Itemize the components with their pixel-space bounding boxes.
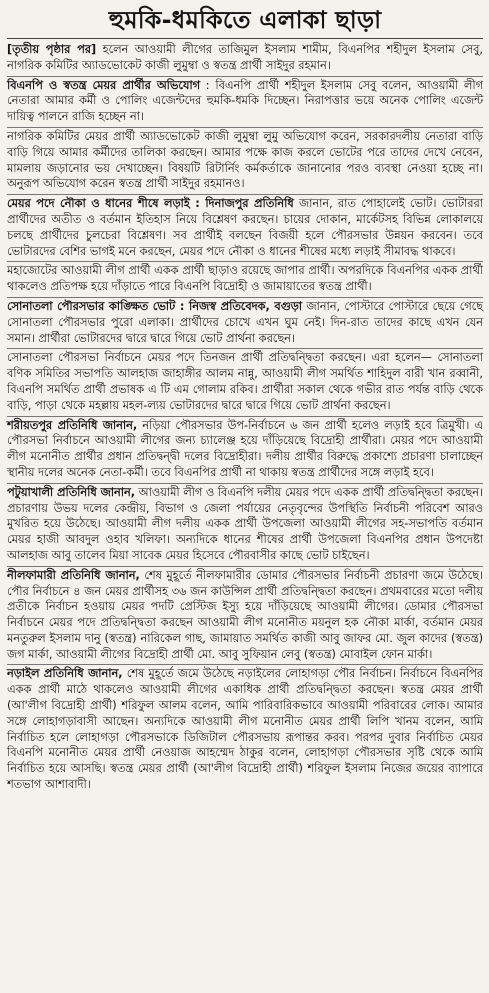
paragraph-text: নড়িয়া পৌরসভার উপ-নির্বাচনে ৬ জন প্রার্থী হলেও লড়াই হবে ত্রিমুখী। এ পৌরসভা নির্বাচনে আওয়ামী লীগের জন্য চ্যালেঞ্জ হয়ে দাঁড়িয়েছে বিদ্রোহী প্রার্থীরা। মেয়র পদে আওয়ামী লীগ মনোনীত প্রার্থীর প্রধান প্রতিদ্বন্দ্বী দলের বিদ্রোহীরা। দলীয় প্রার্থীর বিরুদ্ধে প্রকাশ্যে প্রচারণা চালাচ্ছেন স্থানীয় দলের অনেক নেতা-কর্মী। তবে বিএনপির প্রার্থী না থাকায় স্বতন্ত্র প্রার্থীদের সঙ্গে লড়াই হবে।	[7, 418, 484, 479]
paragraph-text: নাগরিক কমিটির মেয়র প্রার্থী অ্যাডভোকেট কাজী লুমুম্বা লুমু অভিযোগ করেন, সরকারদলীয় নেতারা বাড়ি বাড়ি গিয়ে আমার কর্মীদের তালিকা করছেন। আমার পক্ষে কাজ করলে ভোটের পরে তাদের দেখে নেবেন, মামলায় জড়ানোর ভয় দেখাচ্ছেন। বিষয়টি রিটার্নিং কর্মকর্তাকে জানানোর পরও ব্যবস্থা নেওয়া হচ্ছে না। অনুরূপ অভিযোগ করেন স্বতন্ত্র প্রার্থী সাইদুর রহমানও।	[7, 129, 483, 191]
paragraph-lead: পটুয়াখালী প্রতিনিধি জানান,	[7, 485, 136, 499]
article-paragraph	[7, 262, 483, 298]
article-paragraph	[7, 41, 483, 77]
paragraph-text: হলেন আওয়ামী লীগের তাজিমুল ইসলাম শামীম, বিএনপির শহীদুল ইসলাম সেবু, নাগরিক কমিটির অ্যাডভোকেট কাজী লুমুম্বা ও স্বতন্ত্র প্রার্থী সাইদুর রহমান।	[7, 43, 483, 72]
paragraph-text: শেষ মুহূর্তে জমে উঠেছে নড়াইলের লোহাগড়া পৌর নির্বাচন। নির্বাচনে বিএনপির একক প্রার্থী মাঠে থাকলেও আওয়ামী লীগের একাধিক প্রার্থী প্রতিদ্বন্দ্বিতা করছেন। স্বতন্ত্র মেয়র প্রার্থী (আ'লীগ বিদ্রোহী প্রার্থী) শরিফুল আলম বলেন, আমি পারিবারিকভাবে আওয়ামী পরিবারের লোক। আমার সঙ্গে লোহাগড়াবাসী আছেন। অন্যদিকে আওয়ামী লীগ মনোনীত মেয়র প্রার্থী লিপি খানম বলেন, আমি নির্বাচিত হলে লোহাগড়া পৌরসভাকে ডিজিটাল পৌরসভায় রূপান্তর করব। পরপর দুবার নির্বাচিত মেয়র বিএনপি মনোনীত মেয়র প্রার্থী নেওয়াজ আহম্মেদ ঠাকুর বলেন, লোহাগড়া পৌরসভার সৃষ্টি থেকে আমি নির্বাচিত হয়ে আসছি। স্বতন্ত্র মেয়র প্রার্থী (আ'লীগ বিদ্রোহী প্রার্থী) শরিফুল ইসলাম নিজের জয়ের ব্যাপারে শতভাগ আশাবাদী।	[7, 667, 484, 792]
article-paragraph	[7, 298, 483, 349]
paragraph-lead: নড়াইল প্রতিনিধি জানান,	[7, 667, 123, 681]
article-paragraph	[7, 77, 483, 128]
paragraph-text: : বিএনপি প্রার্থী শহীদুল ইসলাম সেবু বলেন, আওয়ামী লীগ নেতারা আমার কর্মী ও পোলিং এজেন্টদের হুমকি-ধমকি দিচ্ছেন। নিরাপত্তার ভয়ে অনেক পোলিং এজেন্ট দায়িত্ব পালনে রাজি হচ্ছেন না।	[7, 78, 483, 124]
paragraph-lead: শরীয়তপুর প্রতিনিধি জানান,	[7, 418, 138, 432]
paragraph-lead: [তৃতীয় পৃষ্ঠার পর]	[7, 43, 97, 56]
paragraph-text: মহাজোটের আওয়ামী লীগ প্রার্থী একক প্রার্থী ছাড়াও রয়েছে জাপার প্রার্থী। অপরদিকে বিএনপির একক প্রার্থী থাকলেও প্রতিপক্ষ হয়ে দাঁড়াতে পারে বিএনপি বিদ্রোহী ও জামায়াতের স্বতন্ত্র প্রার্থী।	[7, 264, 483, 294]
headline: হুমকি-ধমকিতে এলাকা ছাড়া	[108, 6, 382, 34]
article-paragraph	[7, 665, 483, 794]
paragraph-text: জানান, রাত পোহালেই ভোট। ভোটাররা প্রার্থীদের অতীত ও বর্তমান ইতিহাস নিয়ে বিশ্লেষণ করছেন। চায়ের দোকান, মার্কেটসহ বিভিন্ন লোকালয়ে চলছে প্রার্থীদের চুলচেরা বিশ্লেষণ। সব প্রার্থীই বলছেন বিজয়ী হলে পৌরসভার উন্নয়ন করবেন। তবে ভোটারদের বেশির ভাগই মনে করছেন, মেয়র পদে নৌকা ও ধানের শীষের মধ্যে লড়াই সীমাবদ্ধ থাকবে।	[7, 197, 483, 258]
article-paragraph	[7, 128, 483, 195]
paragraph-lead: নীলফামারী প্রতিনিধি জানান,	[7, 568, 140, 582]
article-paragraph	[7, 417, 483, 484]
paragraph-text: সোনাতলা পৌরসভা নির্বাচনে মেয়র পদে তিনজন প্রার্থী প্রতিদ্বন্দ্বিতা করছেন। এরা হলেন— সোনাতলা বণিক সমিতির সভাপতি আলহাজ জাহাঙ্গীর আলম নান্নু, আওয়ামী লীগ সমর্থিত শাহিদুল বারী খান রব্বানী, বিএনপি সমর্থিত প্রার্থী প্রভাষক এ টি এম গোলাম রকিব। প্রার্থীরা সকাল থেকে গভীর রাত পর্যন্ত বাড়ি থেকে বাড়ি, পাড়া থেকে মহল্লায় মহল-ল্যয় ভোটারদের দ্বারে দ্বারে গিয়ে ভোট প্রার্থনা করছেন।	[7, 351, 483, 412]
article-body	[7, 41, 483, 795]
article-paragraph	[7, 195, 483, 262]
article-paragraph	[7, 349, 483, 416]
headline-rule	[7, 38, 483, 39]
paragraph-lead: বিএনপি ও স্বতন্ত্র মেয়র প্রার্থীর অভিযোগ	[7, 78, 201, 92]
paragraph-lead: সোনাতলা পৌরসভার কাঙ্ক্ষিত ভোট : নিজস্ব প্রতিবেদক, বগুড়া	[7, 299, 303, 313]
article-paragraph	[7, 567, 483, 666]
article-paragraph	[7, 484, 483, 567]
paragraph-text: জানান, পোস্টারে পোস্টারে ছেয়ে গেছে সোনাতলা পৌরসভার পুরো এলাকা। প্রার্থীদের চোখে এখন ঘুম নেই। দিন-রাত তাদের কাছে এখন যেন সমান। প্রার্থীরা ভোটারদের দ্বারে দ্বারে গিয়ে ভোট প্রার্থনা করছেন।	[7, 299, 483, 345]
paragraph-text: শেষ মুহূর্তে নীলফামারীর ডোমার পৌরসভার নির্বাচনী প্রচারণা জমে উঠেছে। পৌর নির্বাচনে ৪ জন মেয়র প্রার্থীসহ ৩৬ জন কাউন্সিল প্রার্থী প্রতিদ্বন্দ্বিতা করছেন। প্রথমবারের মতো দলীয় প্রতীকে নির্বাচন হওয়ায় মেয়র পদটি প্রেস্টিজ ইস্যু হয়ে দাঁড়িয়েছে আওয়ামী লীগের। ডোমার পৌরসভা নির্বাচনে মেয়র পদে প্রতিদ্বন্দ্বিতা করছেন আওয়ামী লীগ মনোনীত ময়নুল হক নৌকা মার্কা, বর্তমান মেয়র মনতুরুল ইসলাম দানু (স্বতন্ত্র) নারিকেল গাছ, জামায়াত সমর্থিত কাজী আবু জাফর মো. জুল কাদের (স্বতন্ত্র) জগ মার্কা, আওয়ামী লীগের বিদ্রোহী প্রার্থী মো. আবু সুফিয়ান লেবু (স্বতন্ত্র) মোবাইল ফোন মার্কা।	[7, 568, 483, 661]
paragraph-text: আওয়ামী লীগ ও বিএনপি দলীয় মেয়র পদে একক প্রার্থী প্রতিদ্বন্দ্বিতা করছেন। প্রচারণায় উভয় দলের কেন্দ্রীয়, বিভাগ ও জেলা পর্যায়ের নেতৃবৃন্দের উপস্থিতি নির্বাচনী পরিবেশ আরও মুখরিত হয়ে উঠেছে। আওয়ামী লীগ দলীয় একক প্রার্থী উপজেলা আওয়ামী লীগের সহ-সভাপতি বর্তমান মেয়র হাজী আবদুল ওহাব খলিফা। অন্যদিকে ধানের শীষের প্রার্থী উপজেলা বিএনপির প্রধান উপদেষ্টা আলহাজ আবু তালেব মিয়া সাবেক মেয়র হিসেবে পৌরবাসীর কাছে ভোট চাইছেন।	[7, 485, 483, 562]
paragraph-lead: মেয়র পদে নৌকা ও ধানের শীষে লড়াই : দিনাজপুর প্রতিনিধি	[7, 197, 294, 211]
